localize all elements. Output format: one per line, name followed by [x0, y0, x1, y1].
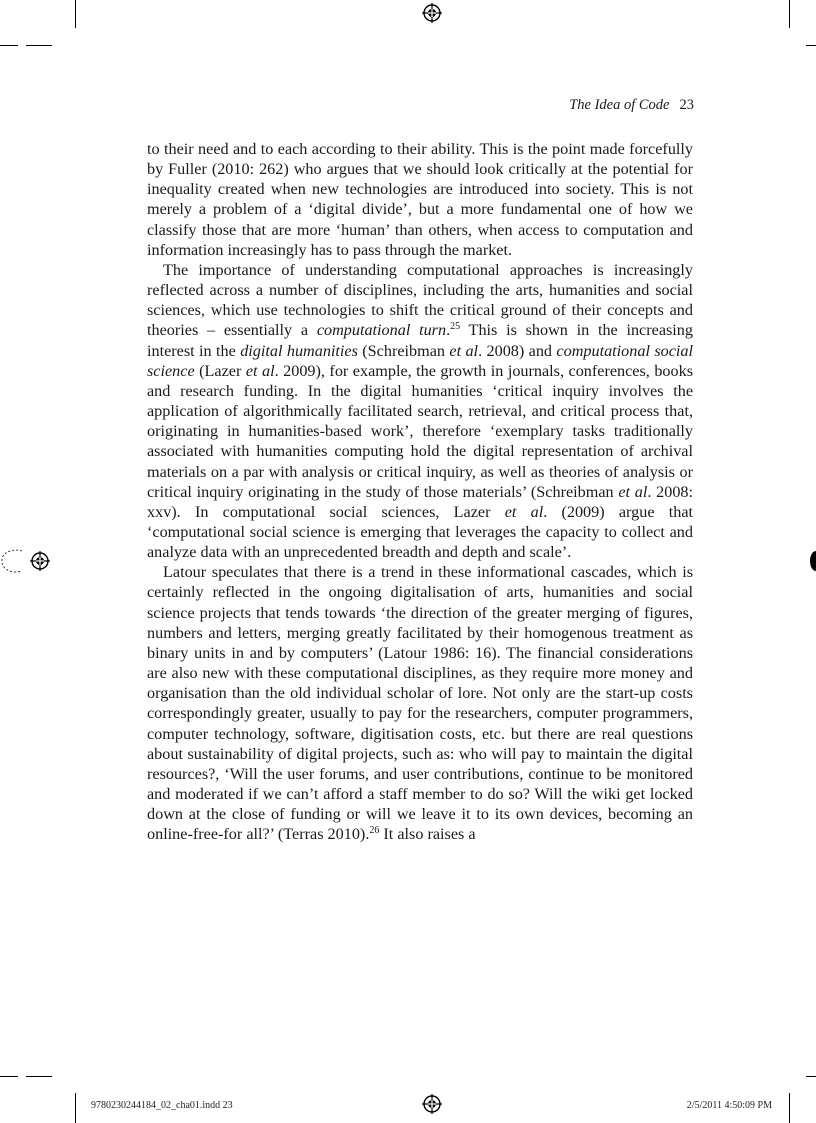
footnote-ref: 26 — [369, 825, 380, 837]
italic-text: computational social science — [147, 341, 693, 380]
crop-mark-top-left-vertical — [75, 0, 76, 28]
text-run: . — [446, 321, 451, 340]
text-run: (Schreibman — [357, 341, 450, 360]
text-run: to their need and to each according to their ability. This is the point made forcefully by Fuller (2010: 262) who argues that we should look critically at the potential for inequality created when new technologies are introduced into society. This is not merely a problem of a ‘digital divide’, but a more fundamental one of how we classify those that are more ‘human’ than others, when access to computation and information increasingly has to pass through the market. — [147, 140, 693, 259]
body-text — [147, 139, 693, 844]
crop-mark-bottom-right-vertical — [789, 1093, 790, 1123]
crop-mark-top-right-horizontal — [806, 45, 816, 46]
registration-mark-bottom-icon — [422, 1094, 442, 1114]
registration-mark-left-arc-icon — [0, 549, 26, 573]
crop-mark-bottom-right-horizontal — [806, 1076, 816, 1077]
italic-text: computational turn — [316, 321, 447, 340]
text-run: (Lazer — [194, 361, 246, 380]
running-header — [569, 97, 694, 114]
paragraph-1 — [147, 139, 693, 260]
text-run: . (2009) argue that ‘computational social science is emerging that leverages the capacity to collect and analyze data with an unprecedented breadth and depth and scale’. — [147, 502, 693, 562]
paragraph-2 — [147, 260, 693, 562]
italic-text: et al — [449, 341, 479, 360]
footnote-ref: 25 — [450, 321, 461, 333]
crop-mark-bottom-left-horizontal-2 — [26, 1076, 52, 1077]
crop-mark-top-left-horizontal-2 — [26, 45, 52, 46]
text-run: . 2009), for example, the growth in journals, conferences, books and research funding. In the digital humanities ‘critical inquiry involves the application of algorithmically facilitated search, retrieval, and critical process that, originating in humanities-based work’, therefore ‘exemplary tasks traditionally associated with humanities computing hold the digital representation of archival materials on a par with analysis or critical inquiry, as well as theories of analysis or critical inquiry originating in the study of those materials’ (Schreibman — [147, 361, 693, 501]
text-run: The importance of understanding computational approaches is increasingly reflected across a number of disciplines, including the arts, humanities and social sciences, which use technologies to shift the critical ground of their concepts and theories – essentially a — [147, 260, 693, 340]
italic-text: digital humanities — [240, 341, 358, 360]
slug-timestamp: 2/5/2011 4:50:09 PM — [686, 1100, 772, 1111]
page-number: 23 — [679, 97, 694, 113]
italic-text: et al — [618, 482, 648, 501]
registration-mark-right-edge-icon — [810, 549, 816, 573]
registration-mark-top-icon — [422, 3, 442, 23]
crop-mark-top-right-vertical — [789, 0, 790, 28]
italic-text: et al — [245, 361, 275, 380]
text-run: This is shown in the increasing interest in the — [147, 321, 693, 360]
paragraph-3 — [147, 562, 693, 844]
crop-mark-bottom-left-horizontal — [0, 1076, 18, 1077]
text-run: Latour speculates that there is a trend in these informational cascades, which is certainly reflected in the ongoing digitalisation of arts, humanities and social science projects that tends towards ‘the direction of the greater merging of figures, numbers and letters, merging greatly facilitated by their homogenous treatment as binary units in and by computers’ (Latour 1986: 16). The financial considerations are also new with these computational disciplines, as they require more money and organisation than the old individual scholar of lore. Not only are the start-up costs correspondingly greater, usually to pay for the researchers, computer programmers, computer technology, software, digitisation costs, etc. but there are real questions about sustainability of digital projects, such as: who will pay to maintain the digital resources?, ‘Will the user forums, and user contributions, continue to be monitored and moderated if we can’t afford a staff member to do so? Will the wiki get locked down at the close of funding or will we leave it to its own devices, becoming an online-free-for all?’ (Terras 2010). — [147, 563, 693, 844]
text-run: . 2008) and — [478, 341, 557, 360]
running-header-title: The Idea of Code — [569, 97, 670, 113]
crop-mark-bottom-left-vertical — [75, 1093, 76, 1123]
italic-text: et al — [504, 502, 544, 521]
slug-file-name: 9780230244184_02_cha01.indd 23 — [91, 1100, 233, 1111]
crop-mark-top-left-horizontal — [0, 45, 18, 46]
text-run: . 2008: xxv). In computational social sciences, Lazer — [147, 482, 694, 521]
text-run: It also raises a — [379, 825, 476, 844]
registration-mark-left-icon — [30, 551, 50, 571]
